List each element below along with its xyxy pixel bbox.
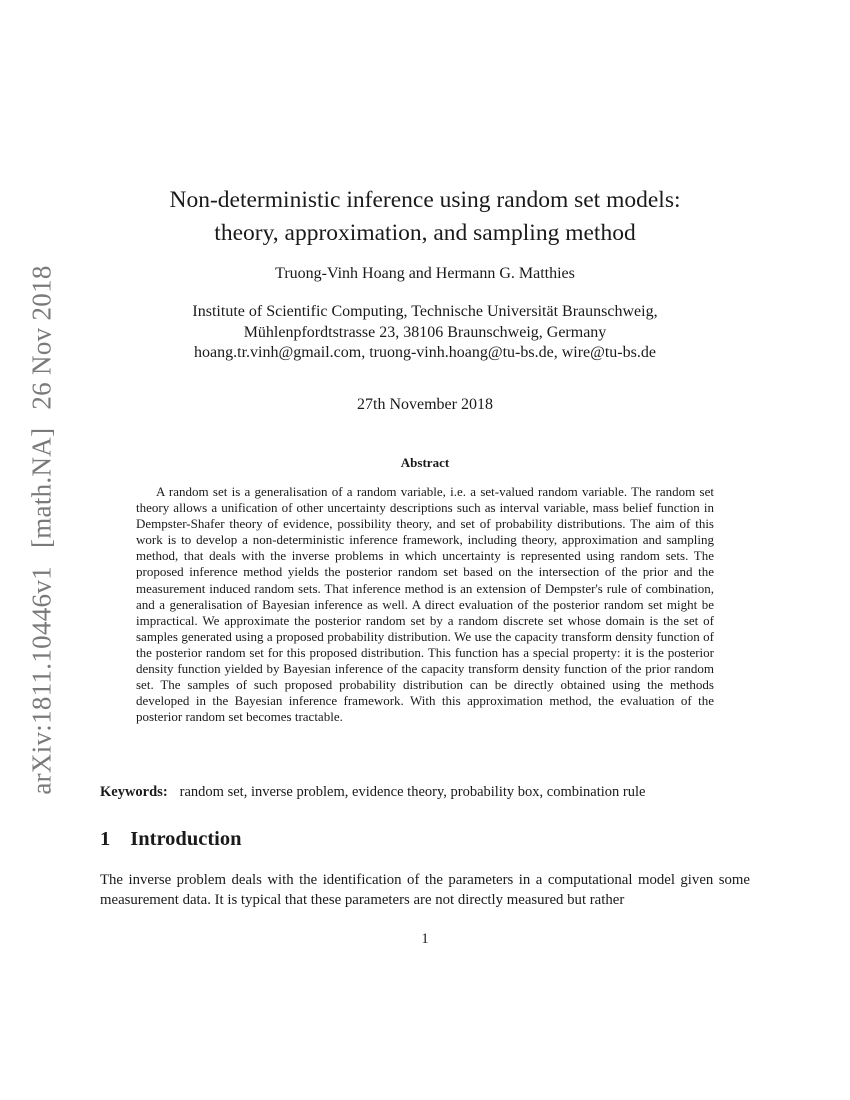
title-line-1: Non-deterministic inference using random set models:	[169, 187, 681, 213]
arxiv-sidebar-stamp	[27, 265, 58, 794]
section-number: 1	[100, 828, 111, 850]
keywords-label: Keywords:	[100, 784, 168, 800]
keywords-line	[100, 784, 750, 801]
title-line-2: theory, approximation, and sampling method	[214, 220, 636, 246]
keywords-text: random set, inverse problem, evidence theory, probability box, combination rule	[179, 784, 646, 800]
paper-title	[100, 184, 750, 250]
author-emails: hoang.tr.vinh@gmail.com, truong-vinh.hoang@tu-bs.de, wire@tu-bs.de	[194, 344, 656, 361]
section-heading-introduction	[100, 828, 242, 851]
arxiv-id: arXiv:1811.10446v1	[26, 566, 57, 795]
arxiv-category: [math.NA]	[26, 427, 57, 549]
affiliation-line-1: Institute of Scientific Computing, Technische Universität Braunschweig,	[192, 303, 658, 320]
abstract-text: A random set is a generalisation of a random variable, i.e. a set-valued random variable. The random set theory allows a unification of other uncertainty descriptions such as interval variable, mass belief function in Dempster-Shafer theory of evidence, possibility theory, and set of probability distributions. The aim of this work is to develop a non-deterministic inference framework, including theory, approximation and sampling method, that deals with the inverse problems in which uncertainty is represented using random sets. The proposed inference method yields the posterior random set based on the intersection of the prior and the measurement induced random sets. That inference method is an extension of Dempster's rule of combination, and a generalisation of Bayesian inference as well. A direct evaluation of the posterior random set might be impractical. We approximate the posterior random set by a random discrete set whose domain is the set of samples generated using a proposed probability distribution. We use the capacity transform density function of the posterior random set for this proposed distribution. This function has a special property: it is the posterior density function yielded by Bayesian inference of the capacity transform density function of the prior random set. The samples of such proposed probability distribution can be directly obtained using the methods developed in the Bayesian inference framework. With this approximation method, the evaluation of the posterior random set becomes tractable.	[136, 484, 714, 725]
affiliation-block	[100, 302, 750, 364]
affiliation-line-2: Mühlenpfordtstrasse 23, 38106 Braunschweig, Germany	[243, 323, 607, 341]
paper-date: 27th November 2018	[357, 396, 493, 413]
introduction-paragraph: The inverse problem deals with the identification of the parameters in a computational model given some measurement data. It is typical that these parameters are not directly measured but rather	[100, 872, 750, 908]
author-list: Truong-Vinh Hoang and Hermann G. Matthies	[275, 265, 575, 282]
page-number: 1	[421, 931, 429, 947]
section-title: Introduction	[130, 828, 242, 850]
arxiv-date: 26 Nov 2018	[26, 265, 57, 410]
abstract-heading: Abstract	[400, 455, 450, 470]
